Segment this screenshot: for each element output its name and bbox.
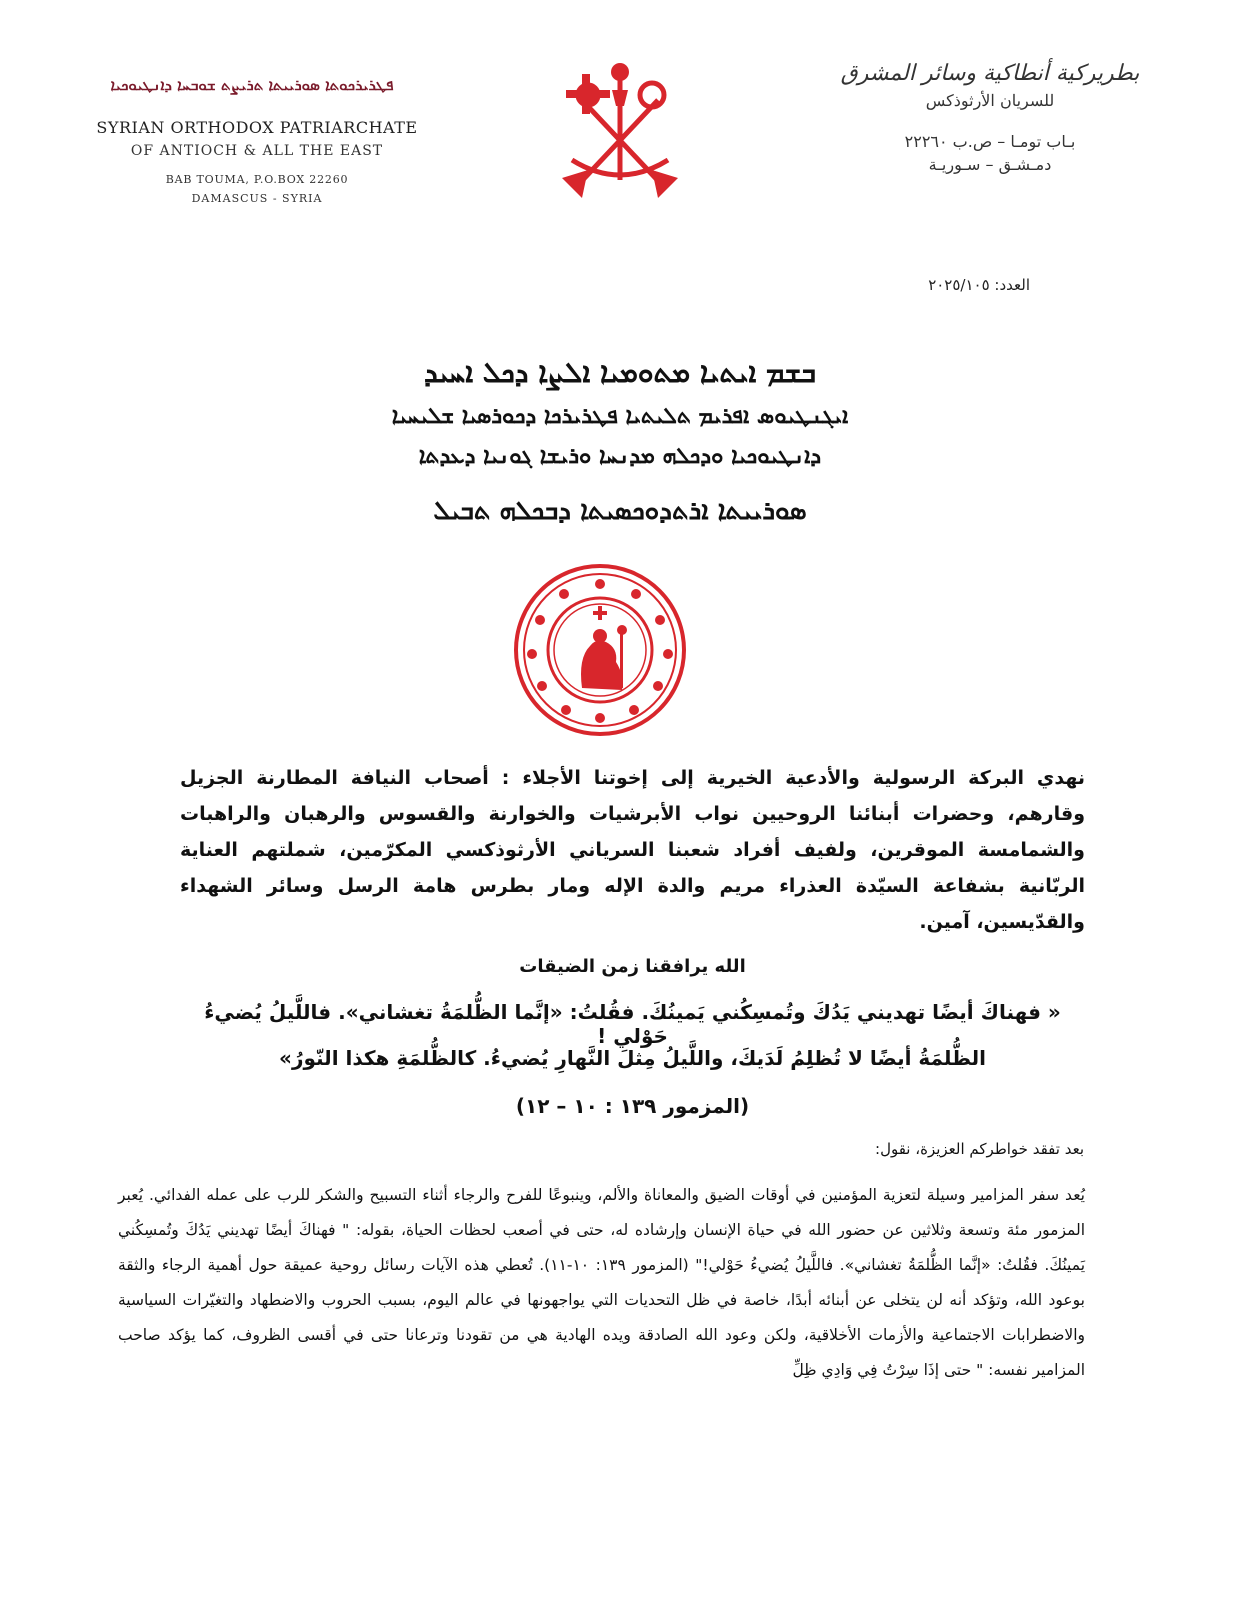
letterhead-left	[82, 76, 422, 205]
psalm-verse-line-1: « فهناكَ أيضًا تهديني يَدُكَ وتُمسِكُني يَمينُكَ. فقُلتُ: «إنَّما الظُّلمَةُ تغشاني». فاللَّيلُ يُضيءُ حَوْلي !	[204, 1000, 1061, 1048]
letterhead-calligraphy-title: بطريركية أنطاكية وسائر المشرق	[840, 61, 1140, 86]
reference-number: العدد: ٢٠٢٥/١٠٥	[928, 276, 1030, 294]
letterhead-arabic-city: دمـشـق – سـوريـة	[928, 154, 1052, 174]
body-paragraph: يُعد سفر المزامير وسيلة لتعزية المؤمنين في أوقات الضيق والمعاناة والألم، وينبوعًا للفرح والرجاء أثناء التسبيح والشكر للرب على عمله الفدائي. يُعبر المزمور مئة وتسعة وثلاثين عن حضور الله في حياة الإنسان وإرشاده له، حتى في أصعب لحظات الحياة، بقوله: " فهناكَ أيضًا تهديني يَدُكَ وتُمسِكُني يَمينُكَ. فقُلتُ: «إنَّما الظُّلمَةُ تغشاني». فاللَّيلُ يُضيءُ حَوْلي!" (المزمور ١٣٩: ١٠-١١). تُعطي هذه الآيات رسائل روحية عميقة حول أهمية الرجاء والثقة بوعود الله، وتؤكد أنه لن يتخلى عن أبنائه أبدًا، خاصة في ظل التحديات التي يواجهونها في عالم اليوم، بسبب الحروب والاضطهاد والتغيّرات السياسية والاضطرابات الاجتماعية والأزمات الأخلاقية، ولكن وعود الله الصادقة ويده الهادية هي من تقودنا وترعانا حتى في أقسى الظروف، كما يؤكد صاحب المزامير نفسه: " حتى إذَا سِرْتُ فِي وَادِي ظِلِّ	[118, 1186, 1086, 1379]
syriac-heading-line-1: ܒܫܡ ܐܝܬܝܐ ܡܬܘܡܝܐ ܐܠܨܐ ܕܟܠ ܐܚܝܕ	[424, 356, 816, 389]
patriarchate-address: BAB TOUMA, P.O.BOX 22260	[165, 173, 349, 186]
subject-title: الله يرافقنا زمن الضيقات	[519, 956, 746, 977]
patriarchate-title: SYRIAN ORTHODOX PATRIARCHATE	[96, 118, 418, 137]
letterhead-syriac-line: ܦܛܪܝܪܟܘܬܐ ܣܘܪܝܝܬܐ ܬܪܝܨܬ ܫܘܒܚܐ ܕܐܢܛܝܘܟܝܐ	[110, 76, 394, 94]
syriac-heading-line-2: ܐܝܓܢܛܝܘܣ ܐܦܪܝܡ ܬܠܝܬܝܐ ܦܛܪܝܪܟܐ ܕܟܘܪܣܝܐ ܫܠܝܚܝܐ	[391, 404, 849, 429]
patriarchate-city: DAMASCUS - SYRIA	[191, 192, 323, 205]
letterhead-arabic-address: بـاب تومـا – ص.ب ٢٢٢٦٠	[904, 131, 1076, 151]
patriarchal-emblem-icon	[552, 60, 688, 200]
patriarch-seal-icon	[512, 562, 688, 738]
psalm-verse-line-2: الظُّلمَةُ أيضًا لا تُظلِمُ لَدَيكَ، واللَّيلُ مِثلَ النَّهارِ يُضيءُ. كالظُّلمَةِ هكذا النّورُ»	[279, 1046, 986, 1070]
letterhead-calligraphy-subtitle: للسريان الأرثوذكس	[925, 90, 1055, 110]
patriarchate-subtitle: OF ANTIOCH & ALL THE EAST	[130, 143, 384, 159]
greeting-line: بعد تفقد خواطركم العزيزة، نقول:	[875, 1140, 1084, 1158]
letterhead-right	[840, 60, 1140, 174]
syriac-heading-line-3: ܕܐܢܛܝܘܟܝܐ ܘܕܟܠܗ ܡܕܢܚܐ ܘܪܝܫܐ ܓܘܢܝܐ ܕܥܕܬܐ	[418, 444, 822, 469]
syriac-heading-line-4: ܣܘܪܝܝܬܐ ܐܪܬܕܘܟܣܝܬܐ ܕܒܟܠܗ ܬܒܝܠ	[433, 496, 807, 526]
psalm-reference: (المزمور ١٣٩ : ١٠ – ١٢)	[515, 1094, 750, 1118]
blessing-paragraph: نهدي البركة الرسولية والأدعية الخيرية إلى إخوتنا الأجلاء : أصحاب النيافة المطارنة الجزيل وقارهم، وحضرات أبنائنا الروحيين نواب الأبرشيات والخوارنة والقسوس والرهبان والراهبات والشمامسة الموقرين، ولفيف أفراد شعبنا السرياني الأرثوذكسي المكرّمين، شملتهم العناية الربّانية بشفاعة السيّدة العذراء مريم والدة الإله ومار بطرس هامة الرسل وسائر الشهداء والقدّيسين، آمين.	[180, 767, 1085, 933]
